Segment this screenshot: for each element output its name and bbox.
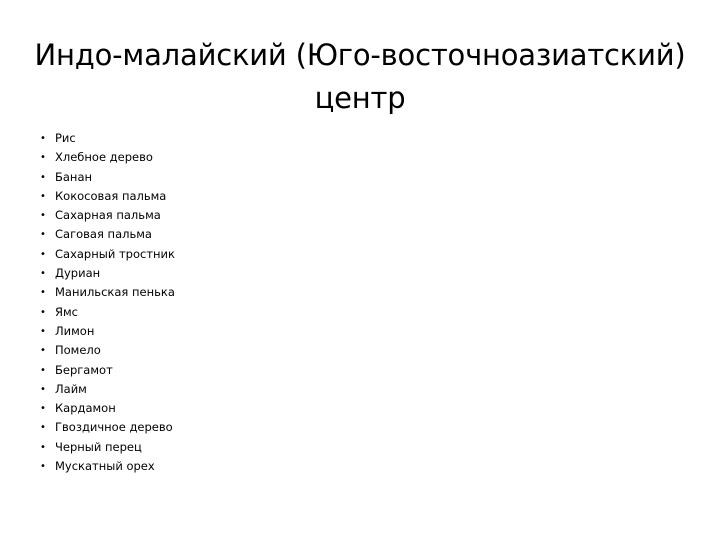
list-item-text: Сахарная пальма: [55, 208, 161, 223]
bullet-icon: •: [40, 190, 46, 202]
list-item-text: Лимон: [55, 323, 95, 338]
list-item: [40, 457, 175, 476]
bullet-icon: •: [40, 422, 46, 434]
slide-title-line-2: центр: [314, 81, 406, 115]
bullet-icon: •: [40, 306, 46, 318]
list-item-text: Лайм: [55, 381, 87, 396]
bullet-icon: •: [40, 268, 46, 280]
list-item: [40, 399, 175, 418]
bullet-list: [40, 129, 175, 476]
bullet-icon: •: [40, 133, 46, 144]
list-item: [40, 380, 175, 399]
list-item: [40, 361, 175, 380]
list-item: [40, 341, 175, 360]
bullet-icon: •: [40, 325, 46, 337]
bullet-icon: •: [40, 403, 46, 415]
list-item: [40, 225, 175, 244]
list-item: [40, 206, 175, 225]
bullet-icon: •: [40, 441, 46, 453]
list-item-text: Гвоздичное дерево: [55, 420, 173, 435]
bullet-icon: •: [40, 229, 46, 241]
list-item: [40, 264, 175, 283]
list-item-text: Банан: [55, 169, 93, 184]
list-item: [40, 187, 175, 206]
list-item-text: Саговая пальма: [55, 227, 152, 242]
list-item-text: Дуриан: [55, 266, 101, 281]
list-item: [40, 168, 175, 187]
list-item-text: Черный перец: [55, 439, 142, 454]
list-item: [40, 303, 175, 322]
list-item: [40, 283, 175, 302]
list-item: [40, 129, 175, 148]
bullet-icon: •: [40, 210, 46, 222]
bullet-icon: •: [40, 461, 46, 473]
list-item-text: Рис: [55, 131, 76, 145]
list-item: [40, 418, 175, 437]
bullet-icon: •: [40, 364, 46, 376]
bullet-icon: •: [40, 248, 46, 260]
list-item-text: Кокосовая пальма: [55, 188, 167, 203]
slide-title-line-1: Индо-малайский (Юго-восточноазиатский): [34, 38, 686, 72]
bullet-icon: •: [40, 345, 46, 357]
list-item-text: Кардамон: [55, 401, 116, 416]
list-item-text: Помело: [55, 343, 101, 358]
list-item: [40, 438, 175, 457]
bullet-icon: •: [40, 287, 46, 299]
list-item-text: Ямс: [55, 304, 78, 319]
list-item: [40, 148, 175, 167]
slide-title: [20, 34, 700, 120]
list-item: [40, 245, 175, 264]
list-item-text: Манильская пенька: [55, 285, 175, 300]
list-item-text: Хлебное дерево: [55, 150, 153, 165]
list-item-text: Мускатный орех: [55, 459, 155, 474]
bullet-icon: •: [40, 383, 46, 395]
bullet-icon: •: [40, 152, 46, 164]
list-item: [40, 322, 175, 341]
list-item-text: Бергамот: [55, 362, 113, 377]
bullet-icon: •: [40, 171, 46, 183]
list-item-text: Сахарный тростник: [55, 246, 175, 261]
